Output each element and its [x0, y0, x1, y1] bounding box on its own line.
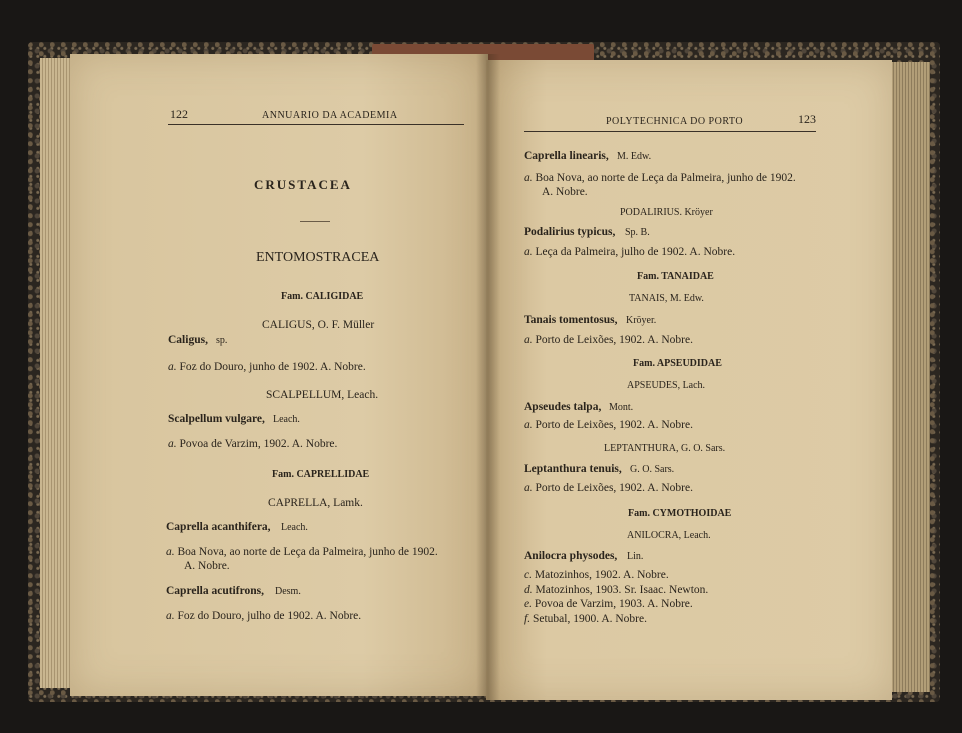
- species-author: G. O. Sars.: [630, 464, 675, 475]
- record-text: Porto de Leixões, 1902. A. Nobre.: [535, 419, 693, 431]
- record-line: [524, 333, 693, 347]
- record-letter: a.: [168, 438, 177, 450]
- species-name: Caprella linearis,: [524, 150, 609, 162]
- right-running-head: POLYTECHNICA DO PORTO: [606, 116, 744, 127]
- title-divider: [300, 221, 330, 222]
- record-line: [168, 437, 337, 451]
- record-line: [524, 568, 669, 582]
- right-page-number: 123: [798, 112, 816, 126]
- record-text: Povoa de Varzim, 1902. A. Nobre.: [179, 438, 338, 450]
- record-continuation: A. Nobre.: [184, 560, 230, 572]
- family-heading: Fam. CYMOTHOIDAE: [628, 508, 732, 519]
- species-author: Lin.: [627, 551, 644, 562]
- record-line: [524, 245, 735, 259]
- record-line: [168, 360, 366, 374]
- record-text: Foz do Douro, junho de 1902. A. Nobre.: [179, 361, 366, 373]
- record-letter: e.: [524, 598, 532, 610]
- record-text: Setubal, 1900. A. Nobre.: [532, 613, 647, 625]
- species-author: sp.: [216, 335, 228, 346]
- record-text: Matozinhos, 1903. Sr. Isaac. Newton.: [535, 584, 709, 596]
- species-name: Podalirius typicus,: [524, 226, 616, 238]
- species-author: M. Edw.: [617, 151, 652, 162]
- genus-heading: LEPTANTHURA, G. O. Sars.: [604, 443, 726, 454]
- record-text: Matozinhos, 1902. A. Nobre.: [534, 569, 669, 581]
- left-page: [70, 54, 488, 696]
- left-page-number: 122: [170, 107, 188, 121]
- genus-heading: CALIGUS, O. F. Müller: [262, 319, 375, 331]
- record-letter: a.: [524, 482, 533, 494]
- record-text: Porto de Leixões, 1902. A. Nobre.: [535, 482, 693, 494]
- species-author: Mont.: [609, 402, 634, 413]
- book-gutter: [476, 54, 500, 700]
- record-text: Foz do Douro, julho de 1902. A. Nobre.: [177, 610, 362, 622]
- species-name: Caligus,: [168, 334, 208, 346]
- record-letter: c.: [524, 569, 532, 581]
- record-letter: a.: [168, 361, 177, 373]
- species-author: Desm.: [275, 586, 301, 597]
- record-line: [524, 171, 796, 185]
- page-edges-left: [40, 58, 74, 688]
- genus-heading: APSEUDES, Lach.: [627, 380, 706, 391]
- family-heading: Fam. APSEUDIDAE: [633, 358, 722, 369]
- record-letter: a.: [524, 172, 533, 184]
- record-line: [524, 481, 693, 495]
- record-text: Boa Nova, ao norte de Leça da Palmeira, junho de 1902.: [177, 546, 438, 558]
- record-text: Leça da Palmeira, julho de 1902. A. Nobre.: [535, 246, 736, 258]
- species-name: Caprella acanthifera,: [166, 521, 271, 533]
- species-name: Apseudes talpa,: [524, 401, 602, 413]
- record-letter: d.: [524, 584, 533, 596]
- species-author: Leach.: [281, 522, 308, 533]
- record-text: Boa Nova, ao norte de Leça da Palmeira, junho de 1902.: [535, 172, 796, 184]
- species-author: Sp. B.: [625, 227, 650, 238]
- subclass-title: ENTOMOSTRACEA: [256, 250, 380, 265]
- genus-heading: PODALIRIUS. Kröyer: [620, 207, 713, 218]
- record-letter: a.: [524, 334, 533, 346]
- family-heading: Fam. CAPRELLIDAE: [272, 469, 370, 480]
- record-line: [166, 609, 361, 623]
- genus-heading: SCALPELLUM, Leach.: [266, 389, 379, 401]
- record-letter: a.: [524, 419, 533, 431]
- family-heading: Fam. CALIGIDAE: [281, 291, 364, 302]
- record-text: Porto de Leixões, 1902. A. Nobre.: [535, 334, 693, 346]
- record-letter: f.: [524, 613, 531, 625]
- species-name: Scalpellum vulgare,: [168, 413, 265, 425]
- record-text: Povoa de Varzim, 1903. A. Nobre.: [534, 598, 693, 610]
- record-line: [524, 597, 693, 611]
- genus-heading: CAPRELLA, Lamk.: [268, 497, 363, 509]
- record-line: [524, 418, 693, 432]
- record-line: [524, 612, 647, 626]
- species-name: Caprella acutifrons,: [166, 585, 264, 597]
- species-name: Tanais tomentosus,: [524, 314, 618, 326]
- species-name: Leptanthura tenuis,: [524, 463, 622, 475]
- right-header-rule: [524, 131, 816, 132]
- species-author: Leach.: [273, 414, 300, 425]
- genus-heading: ANILOCRA, Leach.: [627, 530, 711, 541]
- left-header-rule: [168, 124, 464, 125]
- record-continuation: A. Nobre.: [542, 186, 588, 198]
- species-name: Anilocra physodes,: [524, 550, 618, 562]
- record-line: [166, 545, 438, 559]
- record-letter: a.: [524, 246, 533, 258]
- family-heading: Fam. TANAIDAE: [637, 271, 714, 282]
- left-running-head: ANNUARIO DA ACADEMIA: [262, 110, 398, 121]
- class-title: CRUSTACEA: [254, 177, 352, 192]
- record-letter: a.: [166, 546, 175, 558]
- record-letter: a.: [166, 610, 175, 622]
- genus-heading: TANAIS, M. Edw.: [629, 293, 704, 304]
- species-author: Kröyer.: [626, 315, 657, 326]
- page-edges-right: [888, 62, 930, 692]
- record-line: [524, 583, 708, 597]
